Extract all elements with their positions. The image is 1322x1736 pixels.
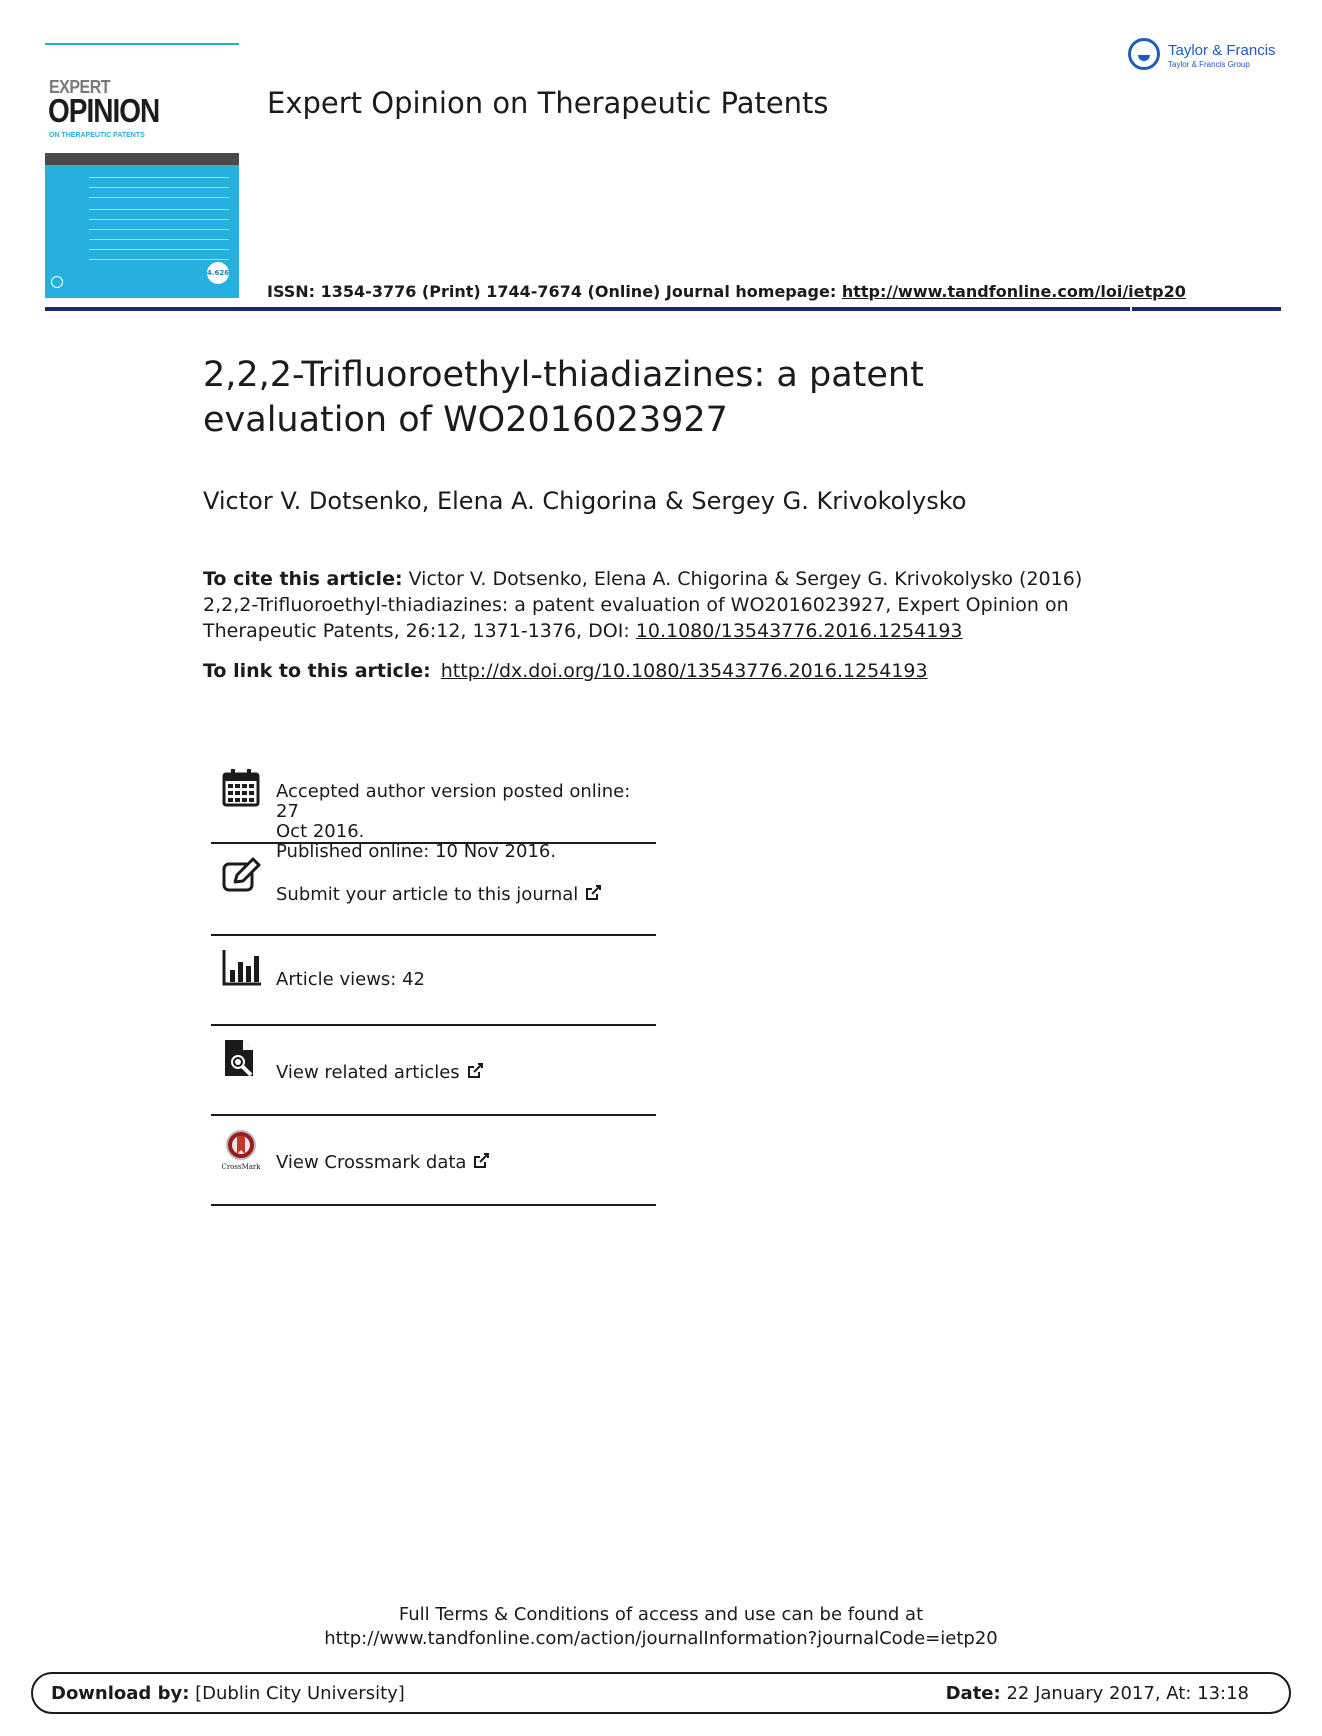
external-link-icon: [466, 1062, 484, 1080]
cover-top-line: [45, 43, 239, 45]
submit-article-label: Submit your article to this journal: [276, 884, 579, 905]
publisher-group: Taylor & Francis Group: [1168, 60, 1250, 69]
accepted-date-line2: Oct 2016.: [276, 821, 365, 842]
cover-opinion-text: OPINION: [48, 92, 160, 130]
link-label: To link to this article:: [203, 660, 431, 682]
related-articles-item[interactable]: [211, 1026, 656, 1116]
download-date: [946, 1683, 1249, 1704]
cover-expert-text: EXPERT: [49, 78, 111, 98]
terms-url[interactable]: http://www.tandfonline.com/action/journalInformation?journalCode=ietp20: [324, 1628, 998, 1649]
external-link-icon: [472, 1152, 490, 1170]
issn-line: [267, 282, 1186, 301]
document-search-icon: [221, 1038, 261, 1078]
cite-text: Victor V. Dotsenko, Elena A. Chigorina & Sergey G. Krivokolysko (2016) 2,2,2-Trifluoroethyl-thiadiazines: a patent evaluation of WO2016023927, Expert Opinion on Therapeutic Patents, 26:12, 1371-1376, DOI:: [203, 568, 1083, 642]
bar-chart-icon: [221, 948, 261, 988]
published-date: Published online: 10 Nov 2016.: [276, 841, 557, 862]
terms-and-conditions: [0, 1603, 1322, 1651]
related-articles-label: View related articles: [276, 1062, 460, 1083]
doi-link[interactable]: 10.1080/13543776.2016.1254193: [635, 620, 963, 642]
journal-homepage-link[interactable]: http://www.tandfonline.com/loi/ietp20: [841, 282, 1186, 301]
terms-line-1: Full Terms & Conditions of access and use can be found at: [398, 1604, 924, 1625]
publisher-logo[interactable]: [1128, 38, 1288, 78]
download-info-bar: [31, 1672, 1291, 1714]
submit-article-link[interactable]: [276, 884, 602, 905]
crossmark-label: View Crossmark data: [276, 1152, 467, 1173]
publication-dates-item: [211, 762, 656, 862]
publisher-name: Taylor & Francis: [1168, 42, 1276, 59]
issn-text: ISSN: 1354-3776 (Print) 1744-7674 (Online) Journal homepage:: [267, 282, 842, 301]
crossmark-item[interactable]: [211, 1116, 656, 1206]
journal-title: Expert Opinion on Therapeutic Patents: [267, 86, 829, 120]
article-link-line: [203, 660, 928, 682]
citation-block: [203, 566, 1123, 644]
cover-grey-band: [45, 153, 239, 165]
calendar-icon: [221, 768, 261, 808]
download-by: [51, 1683, 405, 1704]
date-value: 22 January 2017, At: 13:18: [1000, 1683, 1249, 1704]
header-rule: [45, 307, 1281, 311]
crossmark-logo-text: CrossMark: [221, 1163, 261, 1170]
external-link-icon: [584, 884, 602, 902]
cover-impact-badge: 4.626: [207, 262, 229, 284]
article-authors: Victor V. Dotsenko, Elena A. Chigorina & Sergey G. Krivokolysko: [203, 487, 967, 515]
cover-publisher-mark: [51, 276, 63, 288]
edit-icon: [221, 856, 261, 896]
taylor-francis-lamp-icon: [1128, 38, 1160, 70]
related-articles-link[interactable]: [276, 1062, 484, 1083]
article-doi-url[interactable]: http://dx.doi.org/10.1080/13543776.2016.1254193: [440, 660, 928, 682]
download-institution: [Dublin City University]: [189, 1683, 405, 1704]
cover-subtitle: ON THERAPEUTIC PATENTS: [49, 132, 145, 139]
download-label: Download by:: [51, 1683, 190, 1704]
date-label: Date:: [945, 1683, 1001, 1704]
crossmark-icon: [221, 1130, 261, 1170]
submit-article-item[interactable]: [211, 841, 656, 936]
accepted-date-line1: Accepted author version posted online: 27: [276, 781, 631, 822]
crossmark-link[interactable]: [276, 1152, 490, 1173]
cover-blue-panel: [45, 165, 239, 298]
article-views-count: Article views: 42: [276, 969, 425, 990]
article-title: 2,2,2-Trifluoroethyl-thiadiazines: a patent evaluation of WO2016023927: [203, 355, 924, 440]
journal-cover-thumbnail: [45, 40, 239, 298]
article-views-item: [211, 936, 656, 1026]
cite-label: To cite this article:: [203, 568, 403, 590]
